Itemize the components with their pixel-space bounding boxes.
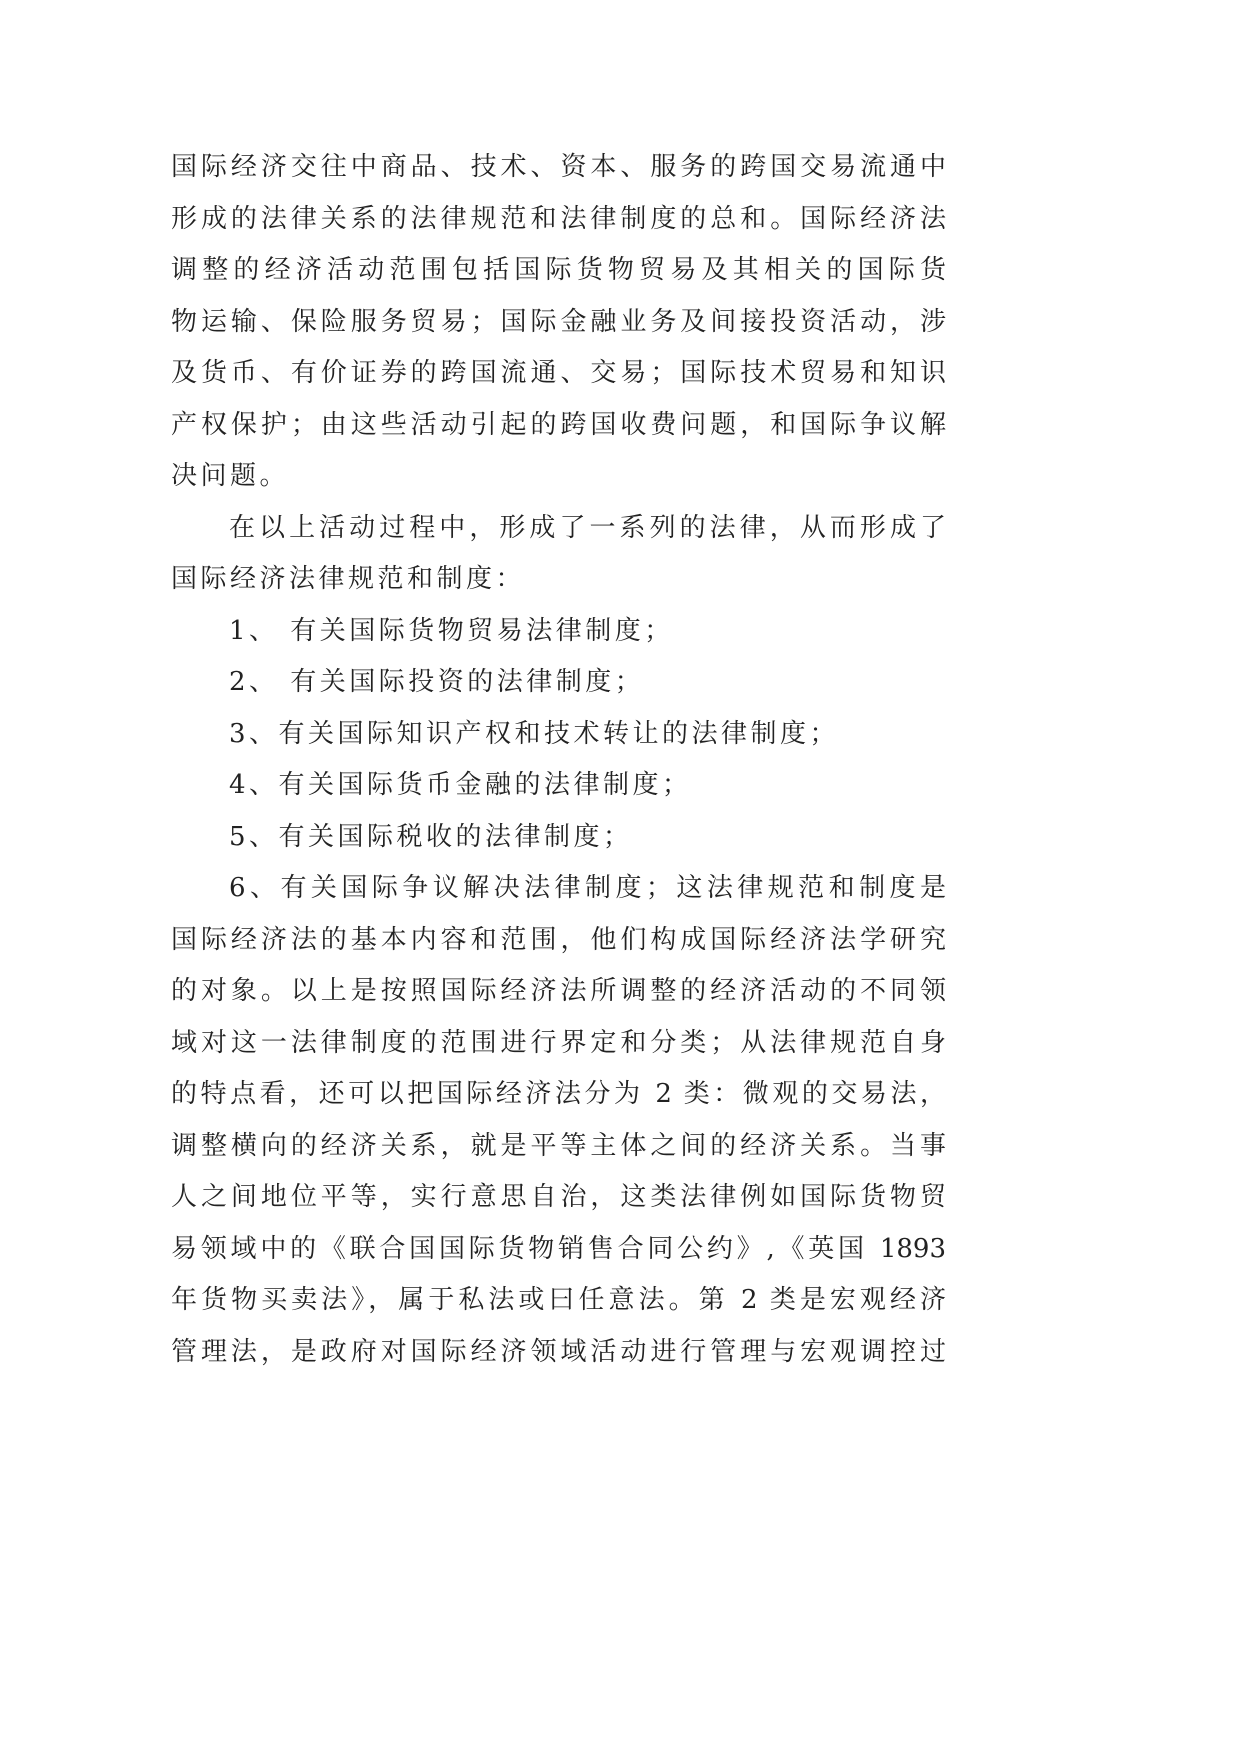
list-item: 3、有关国际知识产权和技术转让的法律制度； — [229, 718, 840, 749]
text-line: 调整横向的经济关系，就是平等主体之间的经济关系。当事 — [171, 1130, 946, 1161]
list-item: 1、 有关国际货物贸易法律制度； — [229, 615, 674, 646]
text-line: 物运输、保险服务贸易；国际金融业务及间接投资活动，涉 — [171, 306, 946, 337]
text-line: 产权保护；由这些活动引起的跨国收费问题，和国际争议解 — [171, 409, 946, 440]
list-item: 4、有关国际货币金融的法律制度； — [229, 770, 692, 800]
text-line: 形成的法律关系的法律规范和法律制度的总和。国际经济法 — [171, 203, 946, 234]
text-line: 国际经济法的基本内容和范围，他们构成国际经济法学研究 — [171, 924, 946, 955]
document-body — [171, 142, 946, 1378]
text-line: 国际经济法律规范和制度： — [171, 564, 526, 594]
text-line: 的对象。以上是按照国际经济法所调整的经济活动的不同领 — [171, 976, 946, 1006]
text-line: 决问题。 — [171, 461, 290, 491]
text-line: 国际经济交往中商品、技术、资本、服务的跨国交易流通中 — [171, 152, 946, 182]
text-line: 及货币、有价证券的跨国流通、交易；国际技术贸易和知识 — [171, 358, 946, 388]
list-item: 2、 有关国际投资的法律制度； — [229, 667, 645, 697]
text-line: 域对这一法律制度的范围进行界定和分类；从法律规范自身 — [171, 1027, 946, 1058]
text-line: 的特点看，还可以把国际经济法分为 2 类：微观的交易法， — [171, 1079, 946, 1109]
paragraph-first-line: 在以上活动过程中，形成了一系列的法律，从而形成了 — [229, 512, 946, 543]
text-line: 年货物买卖法》，属于私法或曰任意法。第 2 类是宏观经济 — [171, 1285, 946, 1315]
text-line: 人之间地位平等，实行意思自治，这类法律例如国际货物贸 — [171, 1182, 946, 1212]
list-item: 5、有关国际税收的法律制度； — [229, 821, 633, 852]
text-line: 调整的经济活动范围包括国际货物贸易及其相关的国际货 — [171, 255, 946, 285]
text-line: 易领域中的《联合国国际货物销售合同公约》,《英国 1893 — [171, 1233, 946, 1264]
text-line: 管理法，是政府对国际经济领域活动进行管理与宏观调控过 — [171, 1336, 946, 1367]
list-item: 6、有关国际争议解决法律制度；这法律规范和制度是 — [229, 873, 946, 903]
